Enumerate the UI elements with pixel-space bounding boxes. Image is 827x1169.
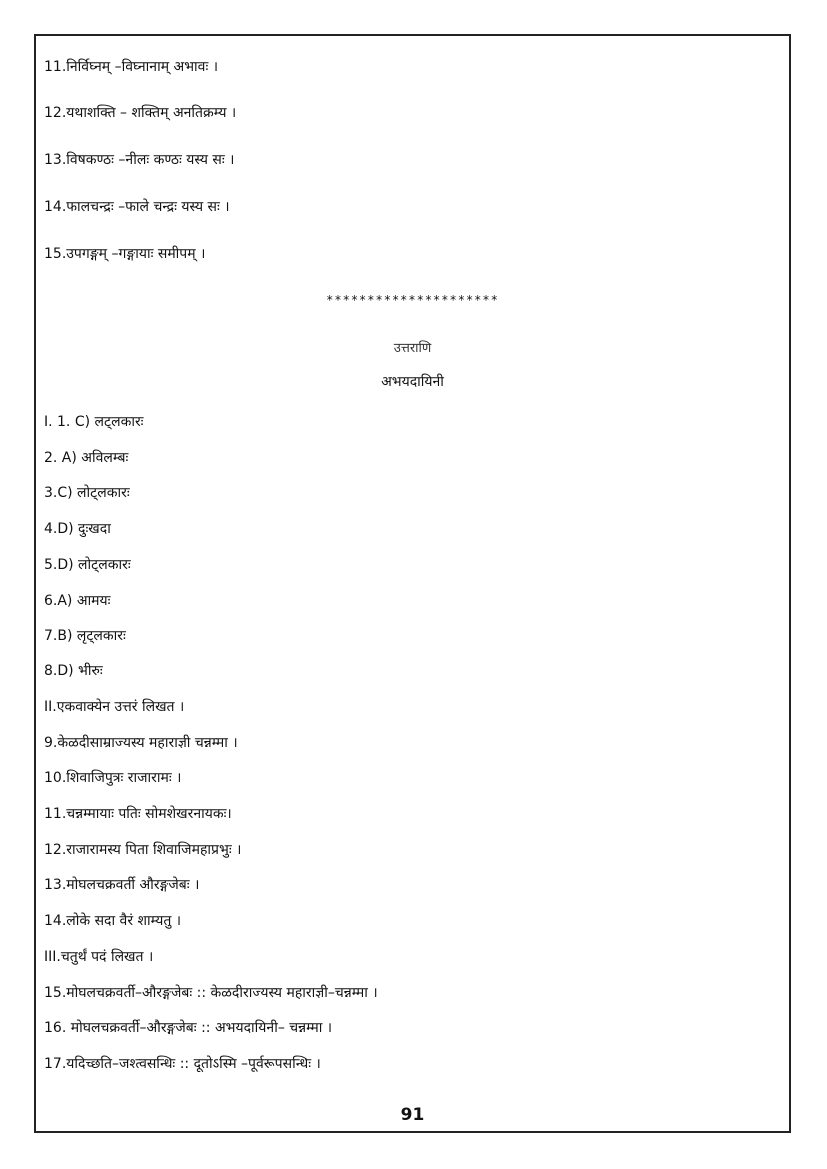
- lesson-title: अभयदायिनी: [381, 374, 444, 390]
- answer-line: 5.D) लोट्लकारः: [44, 557, 131, 573]
- answer-line: 2. A) अविलम्बः: [44, 450, 129, 466]
- answers-heading: उत्तराणि: [393, 341, 432, 356]
- answer-line: I. 1. C) लट्लकारः: [44, 414, 144, 430]
- answer-line: 12.राजारामस्य पिता शिवाजिमहाप्रभुः ।: [44, 842, 242, 858]
- answer-line: 4.D) दुःखदा: [44, 521, 111, 537]
- answer-line: 7.B) लृट्लकारः: [44, 628, 126, 644]
- answer-line: 11.चन्नम्मायाः पतिः सोमशेखरनायकः।: [44, 806, 232, 822]
- answer-line: 17.यदिच्छति–जश्त्वसन्धिः :: दूतोऽस्मि –पूर्वरूपसन्धिः ।: [44, 1056, 321, 1072]
- list-item: 13.विषकण्ठः –नीलः कण्ठः यस्य सः ।: [44, 152, 235, 168]
- answer-line: 16. मोघलचक्रवर्ती–औरङ्गजेबः :: अभयदायिनी– चन्नम्मा ।: [44, 1020, 333, 1036]
- answer-line: 8.D) भीरुः: [44, 663, 103, 679]
- answer-line: 6.A) आमयः: [44, 593, 111, 609]
- page-number: 91: [400, 1105, 425, 1125]
- list-item: 15.उपगङ्गम् –गङ्गायाः समीपम् ।: [44, 246, 206, 262]
- separator: *********************: [326, 293, 499, 307]
- answer-line: 10.शिवाजिपुत्रः राजारामः ।: [44, 770, 182, 786]
- answer-line: 3.C) लोट्लकारः: [44, 485, 130, 501]
- list-item: 11.निर्विघ्नम् –विघ्नानाम् अभावः ।: [44, 59, 219, 75]
- section-heading: II.एकवाक्येन उत्तरं लिखत ।: [44, 699, 185, 715]
- list-item: 14.फालचन्द्रः –फाले चन्द्रः यस्य सः ।: [44, 199, 230, 215]
- section-heading: III.चतुर्थं पदं लिखत ।: [44, 949, 154, 965]
- answer-line: 9.केळदीसाम्राज्यस्य महाराज्ञी चन्नम्मा ।: [44, 735, 238, 751]
- answer-line: 13.मोघलचक्रवर्ती औरङ्गजेबः ।: [44, 877, 200, 893]
- answer-line: 15.मोघलचक्रवर्ती–औरङ्गजेबः :: केळदीराज्यस्य महाराज्ञी–चन्नम्मा ।: [44, 985, 378, 1001]
- list-item: 12.यथाशक्ति – शक्तिम् अनतिक्रम्य ।: [44, 105, 237, 121]
- answer-line: 14.लोके सदा वैरं शाम्यतु ।: [44, 913, 182, 929]
